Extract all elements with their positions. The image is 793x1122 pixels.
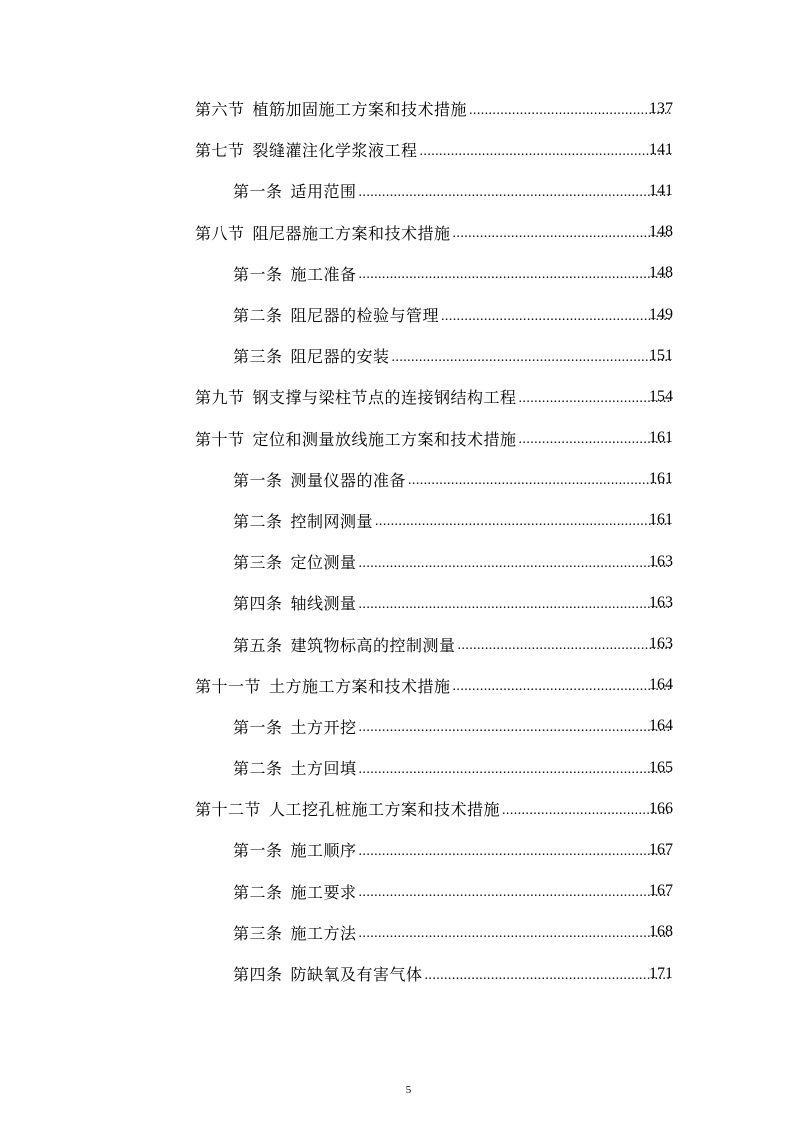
- toc-entry-page: 163: [649, 635, 673, 653]
- toc-entry-label: 第一条: [233, 264, 283, 284]
- toc-leader-dots: [392, 350, 671, 366]
- toc-entry[interactable]: [0, 212, 793, 253]
- toc-entry-page: 168: [649, 923, 673, 941]
- toc-entry-title: 测量仪器的准备: [290, 470, 407, 490]
- toc-entry[interactable]: [0, 788, 793, 829]
- toc-entry-title: 土方开挖: [290, 717, 357, 737]
- toc-entry-page: 141: [649, 140, 673, 158]
- toc-entry-title: 钢支撑与梁柱节点的连接钢结构工程: [252, 388, 517, 408]
- toc-entry-label: 第二条: [233, 306, 283, 326]
- toc-entry[interactable]: [0, 170, 793, 211]
- toc-entry-title: 施工准备: [290, 264, 357, 284]
- toc-leader-dots: [359, 556, 671, 572]
- toc-entry-label: 第三条: [233, 923, 283, 943]
- toc-leader-dots: [420, 144, 671, 160]
- toc-entry-page: 151: [649, 346, 673, 364]
- toc-leader-dots: [359, 844, 671, 860]
- toc-leader-dots: [359, 885, 671, 901]
- toc-entry-title: 阻尼器施工方案和技术措施: [252, 223, 451, 243]
- toc-entry[interactable]: [0, 582, 793, 623]
- toc-entry-label: 第一条: [233, 841, 283, 861]
- toc-entry-title: 土方回填: [290, 759, 357, 779]
- toc-entry-label: 第五条: [233, 635, 283, 655]
- toc-entry[interactable]: [0, 912, 793, 953]
- toc-leader-dots: [359, 926, 671, 942]
- toc-entry-page: 163: [649, 552, 673, 570]
- toc-entry-title: 裂缝灌注化学浆液工程: [252, 141, 418, 161]
- toc-entry-label: 第七节: [195, 141, 245, 161]
- toc-entry-label: 第一条: [233, 470, 283, 490]
- toc-entry-page: 137: [649, 99, 673, 117]
- toc-entry-label: 第二条: [233, 882, 283, 902]
- toc-entry-label: 第十节: [195, 429, 245, 449]
- toc-entry-title: 土方施工方案和技术措施: [269, 676, 451, 696]
- toc-entry-page: 164: [649, 676, 673, 694]
- toc-entry[interactable]: [0, 88, 793, 129]
- toc-entry-label: 第三条: [233, 553, 283, 573]
- toc-leader-dots: [359, 185, 671, 201]
- toc-leader-dots: [359, 762, 671, 778]
- toc-entry[interactable]: [0, 871, 793, 912]
- toc-entry-page: 171: [649, 964, 673, 982]
- page-number: 5: [405, 1084, 412, 1096]
- toc-entry-label: 第十一节: [195, 676, 262, 696]
- toc-entry[interactable]: [0, 129, 793, 170]
- toc-entry[interactable]: [0, 706, 793, 747]
- toc-entry-page: 161: [649, 429, 673, 447]
- toc-leader-dots: [453, 226, 671, 242]
- toc-entry-page: 163: [649, 593, 673, 611]
- toc-entry-page: 161: [649, 511, 673, 529]
- toc-entry[interactable]: [0, 541, 793, 582]
- toc-entry[interactable]: [0, 294, 793, 335]
- toc-entry-title: 轴线测量: [290, 594, 357, 614]
- toc-leader-dots: [408, 473, 671, 489]
- toc-leader-dots: [359, 597, 671, 613]
- toc-entry-page: 166: [649, 799, 673, 817]
- toc-entry-title: 控制网测量: [290, 511, 374, 531]
- toc-entry-page: 141: [649, 181, 673, 199]
- toc-entry-title: 建筑物标高的控制测量: [290, 635, 456, 655]
- toc-leader-dots: [375, 514, 671, 530]
- toc-entry-label: 第十二节: [195, 800, 262, 820]
- toc-entry-title: 适用范围: [290, 182, 357, 202]
- toc-entry-title: 施工顺序: [290, 841, 357, 861]
- toc-entry-title: 施工要求: [290, 882, 357, 902]
- toc-leader-dots: [359, 720, 671, 736]
- toc-entry-label: 第四条: [233, 594, 283, 614]
- toc-entry-label: 第一条: [233, 717, 283, 737]
- toc-entry-page: 167: [649, 840, 673, 858]
- toc-entry[interactable]: [0, 335, 793, 376]
- toc-entry-page: 149: [649, 305, 673, 323]
- toc-entry-page: 161: [649, 470, 673, 488]
- toc-entry[interactable]: [0, 253, 793, 294]
- toc-entry[interactable]: [0, 747, 793, 788]
- toc-entry-label: 第九节: [195, 388, 245, 408]
- toc-leader-dots: [502, 803, 671, 819]
- toc-entry-title: 定位和测量放线施工方案和技术措施: [252, 429, 517, 449]
- toc-entry-page: 167: [649, 882, 673, 900]
- toc-entry-page: 148: [649, 223, 673, 241]
- toc-entry-title: 阻尼器的检验与管理: [290, 306, 440, 326]
- toc-entry-title: 定位测量: [290, 553, 357, 573]
- toc-entry[interactable]: [0, 418, 793, 459]
- toc-entry[interactable]: [0, 500, 793, 541]
- table-of-contents: [0, 88, 793, 994]
- toc-entry-label: 第三条: [233, 347, 283, 367]
- toc-entry-page: 148: [649, 264, 673, 282]
- toc-entry[interactable]: [0, 623, 793, 664]
- toc-entry[interactable]: [0, 376, 793, 417]
- toc-entry[interactable]: [0, 829, 793, 870]
- toc-entry-page: 164: [649, 717, 673, 735]
- toc-entry-label: 第四条: [233, 965, 283, 985]
- toc-leader-dots: [453, 679, 671, 695]
- toc-entry[interactable]: [0, 665, 793, 706]
- toc-entry-label: 第一条: [233, 182, 283, 202]
- toc-entry-title: 施工方法: [290, 923, 357, 943]
- toc-entry[interactable]: [0, 459, 793, 500]
- toc-entry-label: 第八节: [195, 223, 245, 243]
- toc-entry-page: 165: [649, 758, 673, 776]
- toc-entry-page: 154: [649, 387, 673, 405]
- toc-leader-dots: [441, 309, 671, 325]
- toc-entry-title: 防缺氧及有害气体: [290, 965, 423, 985]
- toc-entry-title: 阻尼器的安装: [290, 347, 390, 367]
- toc-entry-label: 第二条: [233, 759, 283, 779]
- toc-entry[interactable]: [0, 953, 793, 994]
- toc-entry-label: 第二条: [233, 511, 283, 531]
- toc-entry-title: 植筋加固施工方案和技术措施: [252, 100, 468, 120]
- toc-entry-label: 第六节: [195, 100, 245, 120]
- toc-leader-dots: [458, 638, 671, 654]
- toc-leader-dots: [425, 968, 671, 984]
- toc-leader-dots: [469, 103, 671, 119]
- toc-entry-title: 人工挖孔桩施工方案和技术措施: [269, 800, 501, 820]
- toc-leader-dots: [359, 267, 671, 283]
